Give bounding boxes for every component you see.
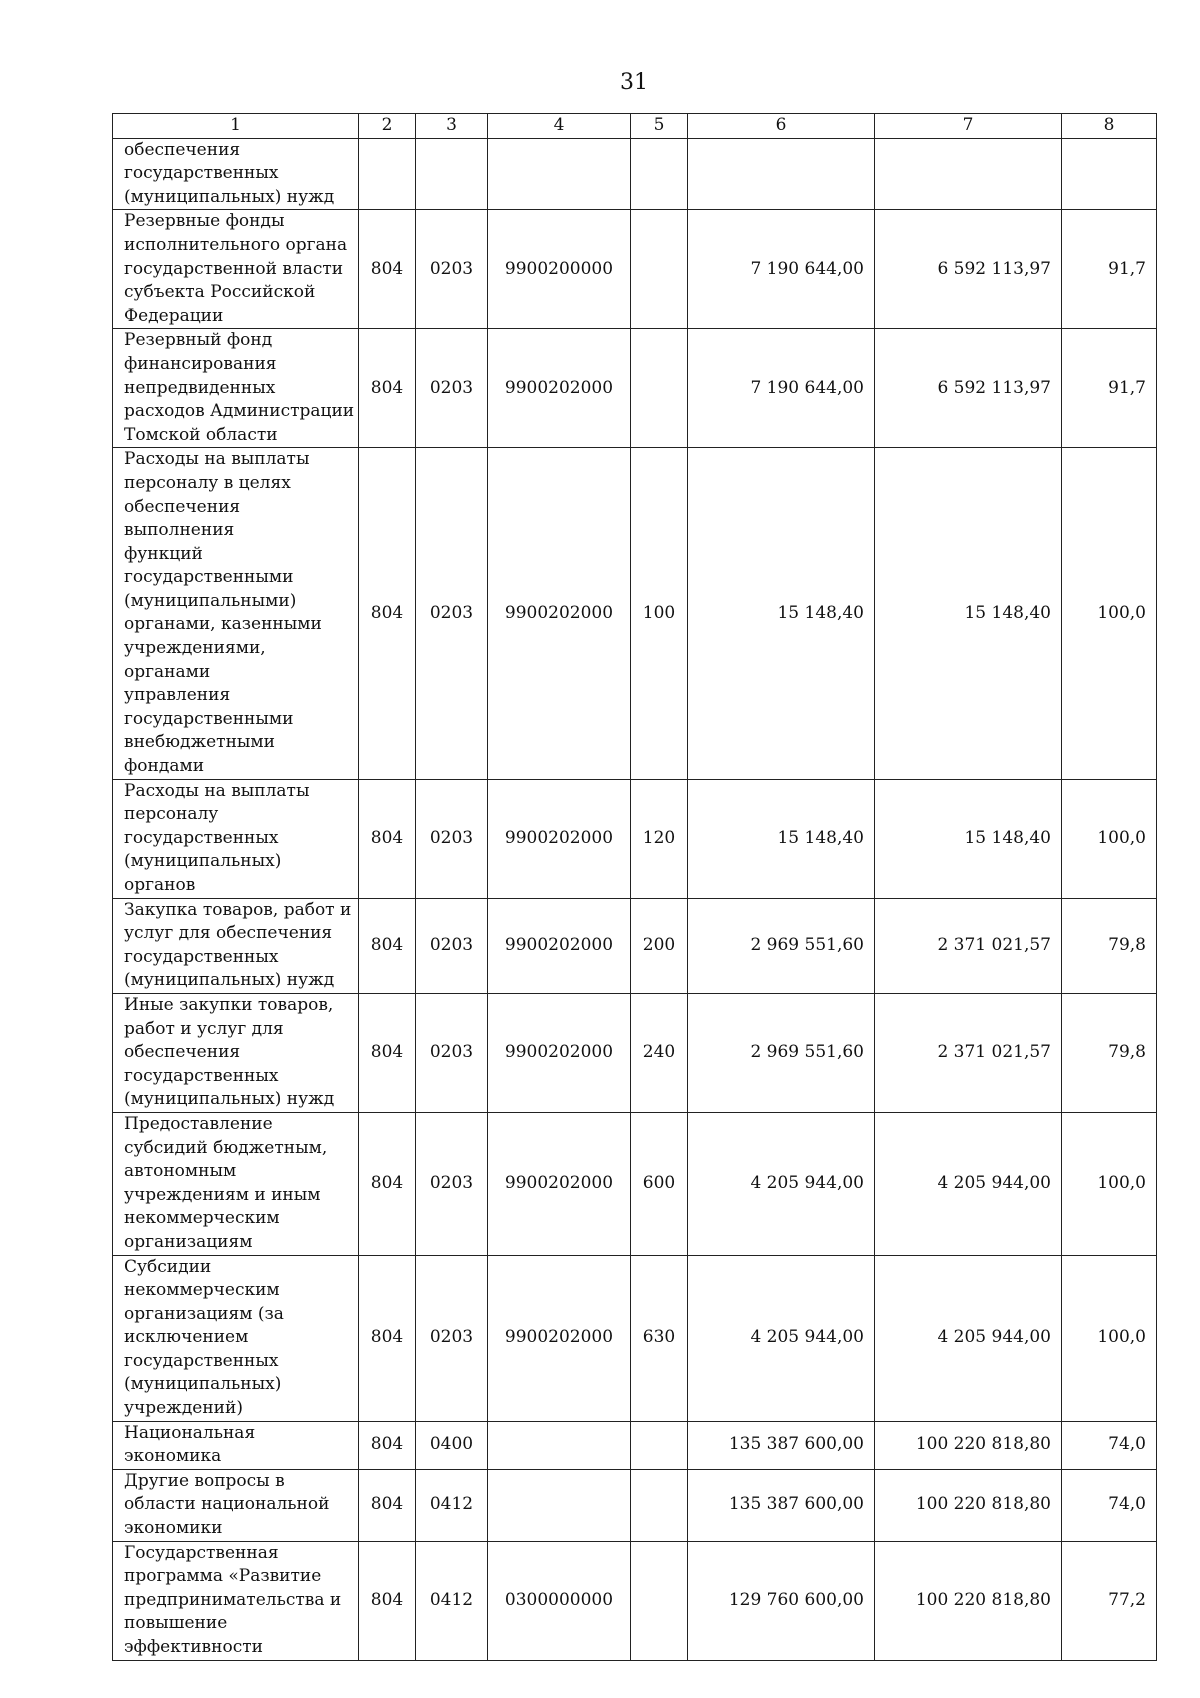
- row-label-cell: Закупка товаров, работ и услуг для обеспечения государственных (муниципальных) нужд: [113, 898, 359, 993]
- executed-amount-cell: 2 371 021,57: [875, 993, 1062, 1112]
- execution-percent-cell: 74,0: [1062, 1421, 1157, 1469]
- execution-percent-cell: 91,7: [1062, 329, 1157, 448]
- planned-amount-cell: 2 969 551,60: [688, 993, 875, 1112]
- planned-amount-cell: 129 760 600,00: [688, 1541, 875, 1660]
- subsection-code-cell: 0203: [416, 898, 488, 993]
- target-article-cell: [488, 138, 631, 210]
- column-header: 7: [875, 114, 1062, 139]
- subsection-code-cell: 0203: [416, 779, 488, 898]
- execution-percent-cell: 100,0: [1062, 1112, 1157, 1255]
- row-label-cell: Субсидии некоммерческим организациям (за исключением государственных (муниципальных) учреждений): [113, 1255, 359, 1421]
- executed-amount-cell: 15 148,40: [875, 448, 1062, 779]
- executed-amount-cell: 4 205 944,00: [875, 1112, 1062, 1255]
- executed-amount-cell: 100 220 818,80: [875, 1421, 1062, 1469]
- planned-amount-cell: 7 190 644,00: [688, 210, 875, 329]
- subsection-code-cell: 0203: [416, 1255, 488, 1421]
- table-row: [113, 1255, 1157, 1421]
- table-row: [113, 993, 1157, 1112]
- row-label-cell: Резервные фонды исполнительного органа государственной власти субъекта Российской Федерации: [113, 210, 359, 329]
- column-header: 6: [688, 114, 875, 139]
- subsection-code-cell: 0203: [416, 1112, 488, 1255]
- column-header: 5: [631, 114, 688, 139]
- section-code-cell: 804: [359, 1255, 416, 1421]
- section-code-cell: 804: [359, 779, 416, 898]
- target-article-cell: 9900200000: [488, 210, 631, 329]
- section-code-cell: 804: [359, 210, 416, 329]
- executed-amount-cell: 100 220 818,80: [875, 1541, 1062, 1660]
- subsection-code-cell: 0203: [416, 210, 488, 329]
- target-article-cell: [488, 1421, 631, 1469]
- column-header: 2: [359, 114, 416, 139]
- expense-type-cell: [631, 1541, 688, 1660]
- table-header-row: [113, 114, 1157, 139]
- section-code-cell: 804: [359, 898, 416, 993]
- execution-percent-cell: [1062, 138, 1157, 210]
- target-article-cell: 9900202000: [488, 993, 631, 1112]
- table-row: [113, 138, 1157, 210]
- executed-amount-cell: 6 592 113,97: [875, 329, 1062, 448]
- row-label-cell: Другие вопросы в области национальной экономики: [113, 1469, 359, 1541]
- section-code-cell: [359, 138, 416, 210]
- expense-type-cell: 600: [631, 1112, 688, 1255]
- executed-amount-cell: [875, 138, 1062, 210]
- table-row: [113, 1421, 1157, 1469]
- expense-type-cell: 630: [631, 1255, 688, 1421]
- executed-amount-cell: 6 592 113,97: [875, 210, 1062, 329]
- execution-percent-cell: 100,0: [1062, 779, 1157, 898]
- subsection-code-cell: [416, 138, 488, 210]
- planned-amount-cell: 2 969 551,60: [688, 898, 875, 993]
- section-code-cell: 804: [359, 1421, 416, 1469]
- row-label-cell: Предоставление субсидий бюджетным, автономным учреждениям и иным некоммерческим организациям: [113, 1112, 359, 1255]
- executed-amount-cell: 4 205 944,00: [875, 1255, 1062, 1421]
- column-header: 8: [1062, 114, 1157, 139]
- table-row: [113, 210, 1157, 329]
- expense-type-cell: 200: [631, 898, 688, 993]
- table-row: [113, 329, 1157, 448]
- execution-percent-cell: 91,7: [1062, 210, 1157, 329]
- subsection-code-cell: 0203: [416, 993, 488, 1112]
- executed-amount-cell: 15 148,40: [875, 779, 1062, 898]
- section-code-cell: 804: [359, 1112, 416, 1255]
- target-article-cell: 9900202000: [488, 1112, 631, 1255]
- expense-type-cell: 240: [631, 993, 688, 1112]
- target-article-cell: 9900202000: [488, 448, 631, 779]
- planned-amount-cell: 4 205 944,00: [688, 1112, 875, 1255]
- planned-amount-cell: 15 148,40: [688, 779, 875, 898]
- column-header: 1: [113, 114, 359, 139]
- target-article-cell: [488, 1469, 631, 1541]
- execution-percent-cell: 79,8: [1062, 898, 1157, 993]
- row-label-cell: Расходы на выплаты персоналу в целях обеспечения выполнения функций государственными (муниципальными) органами, казенными учреждениями, органами управления государственными внебюджетными фондами: [113, 448, 359, 779]
- page-number: 31: [620, 70, 648, 95]
- target-article-cell: 0300000000: [488, 1541, 631, 1660]
- section-code-cell: 804: [359, 448, 416, 779]
- row-label-cell: Резервный фонд финансирования непредвиденных расходов Администрации Томской области: [113, 329, 359, 448]
- subsection-code-cell: 0203: [416, 329, 488, 448]
- planned-amount-cell: 15 148,40: [688, 448, 875, 779]
- section-code-cell: 804: [359, 1541, 416, 1660]
- expense-type-cell: [631, 1469, 688, 1541]
- expense-type-cell: [631, 1421, 688, 1469]
- subsection-code-cell: 0203: [416, 448, 488, 779]
- target-article-cell: 9900202000: [488, 1255, 631, 1421]
- execution-percent-cell: 100,0: [1062, 1255, 1157, 1421]
- table-row: [113, 448, 1157, 779]
- section-code-cell: 804: [359, 1469, 416, 1541]
- row-label-cell: Иные закупки товаров, работ и услуг для обеспечения государственных (муниципальных) нужд: [113, 993, 359, 1112]
- table-row: [113, 1112, 1157, 1255]
- planned-amount-cell: 4 205 944,00: [688, 1255, 875, 1421]
- planned-amount-cell: 135 387 600,00: [688, 1469, 875, 1541]
- table-row: [113, 898, 1157, 993]
- expense-type-cell: [631, 210, 688, 329]
- row-label-cell: Государственная программа «Развитие предпринимательства и повышение эффективности: [113, 1541, 359, 1660]
- planned-amount-cell: 135 387 600,00: [688, 1421, 875, 1469]
- planned-amount-cell: 7 190 644,00: [688, 329, 875, 448]
- table-row: [113, 1469, 1157, 1541]
- expense-type-cell: [631, 329, 688, 448]
- execution-percent-cell: 74,0: [1062, 1469, 1157, 1541]
- budget-table: [112, 113, 1157, 1661]
- column-header: 4: [488, 114, 631, 139]
- column-header: 3: [416, 114, 488, 139]
- table-row: [113, 779, 1157, 898]
- subsection-code-cell: 0400: [416, 1421, 488, 1469]
- planned-amount-cell: [688, 138, 875, 210]
- expense-type-cell: [631, 138, 688, 210]
- subsection-code-cell: 0412: [416, 1541, 488, 1660]
- expense-type-cell: 120: [631, 779, 688, 898]
- target-article-cell: 9900202000: [488, 329, 631, 448]
- section-code-cell: 804: [359, 993, 416, 1112]
- executed-amount-cell: 2 371 021,57: [875, 898, 1062, 993]
- table-row: [113, 1541, 1157, 1660]
- execution-percent-cell: 100,0: [1062, 448, 1157, 779]
- target-article-cell: 9900202000: [488, 779, 631, 898]
- section-code-cell: 804: [359, 329, 416, 448]
- row-label-cell: Национальная экономика: [113, 1421, 359, 1469]
- execution-percent-cell: 77,2: [1062, 1541, 1157, 1660]
- subsection-code-cell: 0412: [416, 1469, 488, 1541]
- target-article-cell: 9900202000: [488, 898, 631, 993]
- row-label-cell: Расходы на выплаты персоналу государственных (муниципальных) органов: [113, 779, 359, 898]
- expense-type-cell: 100: [631, 448, 688, 779]
- row-label-cell: обеспечения государственных (муниципальных) нужд: [113, 138, 359, 210]
- execution-percent-cell: 79,8: [1062, 993, 1157, 1112]
- executed-amount-cell: 100 220 818,80: [875, 1469, 1062, 1541]
